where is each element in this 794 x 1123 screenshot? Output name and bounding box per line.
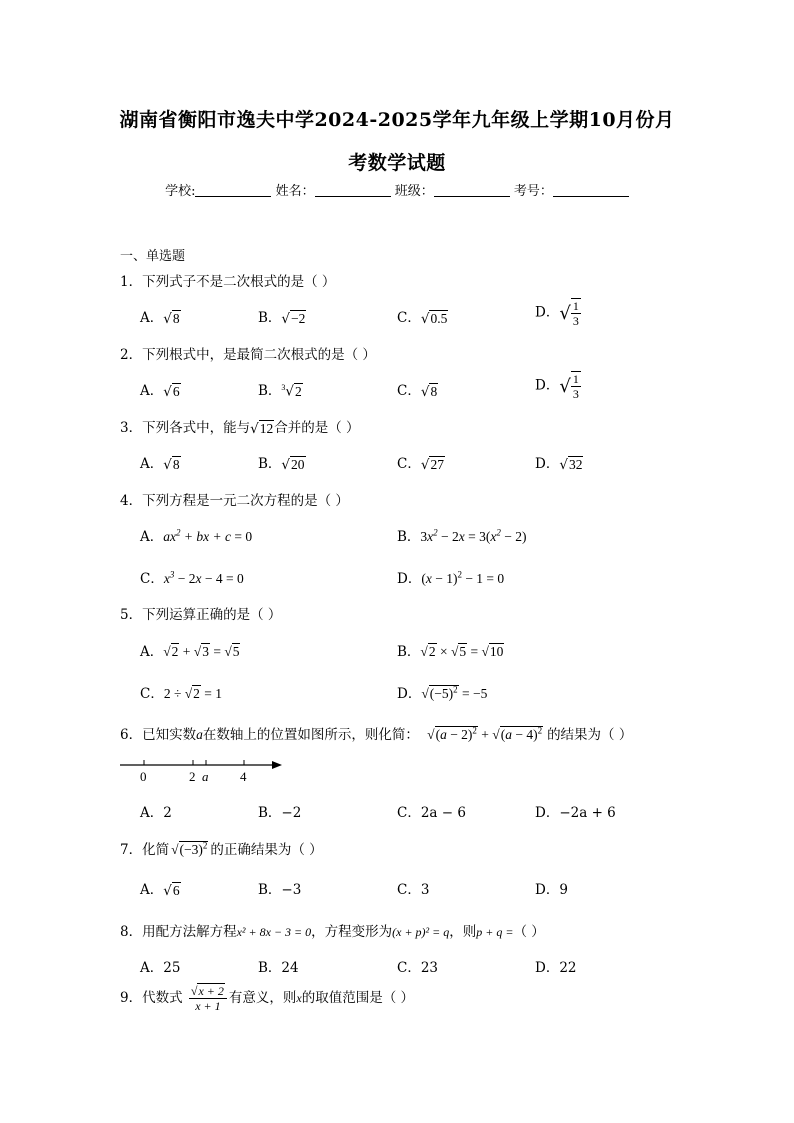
question-3-stem: 3．下列各式中，能与√12合并的是（ ） [120,420,360,437]
q1-option-d[interactable]: D．√ $\frac{1}{3}$ [535,299,579,328]
axis-label-4: 4 [240,769,247,784]
q3-option-c[interactable]: C．√27 [397,456,444,473]
q5-option-b[interactable]: B．√2 × √5 = √10 [397,644,504,660]
question-1-stem: 1．下列式子不是二次根式的是（ ） [120,274,336,290]
q3-option-d[interactable]: D．√32 [535,456,583,473]
q3-option-b[interactable]: B．√20 [258,456,305,473]
q7-option-c[interactable]: C．3 [397,882,430,898]
title-line-2: 考数学试题 [348,152,446,174]
axis-label-a: a [202,769,209,784]
title-line-1: 湖南省衡阳市逸夫中学2024-2025学年九年级上学期10月份月 [119,109,675,131]
q4-option-d[interactable]: D．$(x - 1)^2 - 1 = 0$ [397,569,505,587]
question-9-stem: 9．代数式 $\frac{√x + 2}{x + 1}$ 有意义，则x的取值范围是（ ） [120,984,415,1013]
q1-option-b[interactable]: B．√−2 [258,310,306,327]
q6-option-c[interactable]: C．2a − 6 [397,805,466,821]
q2-option-a[interactable]: A．√6 [140,383,180,400]
number-line [120,756,290,786]
school-label: 学校: [165,184,196,199]
axis-label-2: 2 [189,769,196,784]
q9-fraction: $\frac{√x + 2}{x + 1}$ [189,984,227,1013]
exam-number-label: 考号： [513,184,553,199]
q1-option-c[interactable]: C．√0.5 [397,310,448,327]
q8-option-d[interactable]: D．22 [535,960,577,976]
q3-option-a[interactable]: A．√8 [140,456,180,473]
q7-option-b[interactable]: B．−3 [258,882,302,898]
exam-number-blank[interactable] [553,184,629,197]
q8-option-c[interactable]: C．23 [397,960,439,976]
name-label: 姓名： [275,184,315,199]
q2-option-d[interactable]: D．√ $\frac{1}{3}$ [535,372,579,401]
axis-label-0: 0 [140,769,147,784]
q2-option-c[interactable]: C．√8 [397,383,438,400]
q8-option-a[interactable]: A．25 [140,960,181,976]
question-7-stem: 7．化简 $√(-3)^2$ 的正确结果为（ ） [120,840,323,858]
q6-option-d[interactable]: D．−2a + 6 [535,805,616,821]
number-line-arrow [272,761,282,769]
class-label: 班级： [394,184,434,199]
question-5-stem: 5．下列运算正确的是（ ） [120,607,282,623]
q6-option-b[interactable]: B．−2 [258,805,302,821]
school-blank[interactable] [195,184,271,197]
q8-option-b[interactable]: B．24 [258,960,299,976]
section-heading: 一、单选题 [120,249,186,264]
q7-option-d[interactable]: D．9 [535,882,568,898]
q4-option-c[interactable]: C．$x^3 - 2x - 4 = 0$ [140,569,244,587]
question-2-stem: 2．下列根式中，是最简二次根式的是（ ） [120,347,376,363]
q1-option-a[interactable]: A．√8 [140,310,180,327]
class-blank[interactable] [434,184,510,197]
question-6-stem: 6．已知实数a在数轴上的位置如图所示，则化简： $√(a - 2)^2 + √(a - 4)^2$ 的结果为（ ） [120,725,633,743]
q5-option-d[interactable]: D．$√(-5)^2 = -5$ [397,684,488,702]
q6-option-a[interactable]: A．2 [140,805,172,821]
q4-option-a[interactable]: A．$ax^2$ + bx + c = 0 [140,527,253,545]
q4-option-b[interactable]: B．$3x^2 - 2x = 3(x^2 - 2)$ [397,527,527,545]
question-4-stem: 4．下列方程是一元二次方程的是（ ） [120,493,349,509]
q7-option-a[interactable]: A．√6 [140,882,180,899]
q5-option-a[interactable]: A．√2 + √3 = √5 [140,644,240,660]
question-8-stem: 8．用配方法解方程x² + 8x − 3 = 0，方程变形为(x + p)² = q，则p + q =（ ） [120,924,545,940]
q2-option-b[interactable]: B．$^3$√2 [258,383,302,400]
student-info-row [0,180,794,199]
name-blank[interactable] [315,184,391,197]
q5-option-c[interactable]: C．2 ÷ √2 = 1 [140,686,223,702]
